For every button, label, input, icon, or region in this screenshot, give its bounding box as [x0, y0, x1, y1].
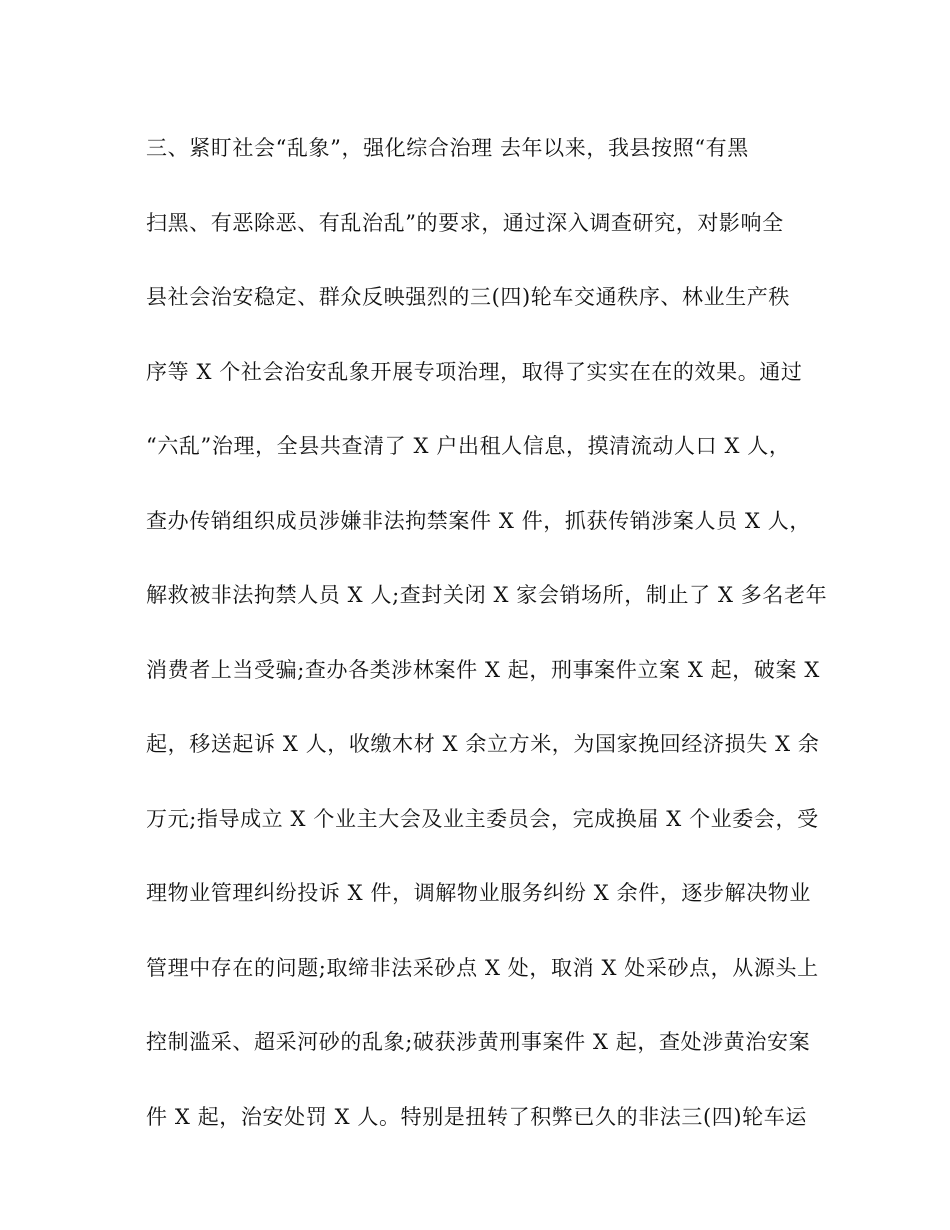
body-paragraph	[146, 123, 828, 1166]
text-line: 解救被非法拘禁人员 X 人;查封关闭 X 家会销场所，制止了 X 多名老年	[146, 583, 828, 607]
text-line: 理物业管理纠纷投诉 X 件，调解物业服务纠纷 X 余件，逐步解决物业	[146, 881, 811, 905]
text-line: 查办传销组织成员涉嫌非法拘禁案件 X 件，抓获传销涉案人员 X 人，	[146, 508, 811, 533]
text-line: 管理中存在的问题;取缔非法采砂点 X 处，取消 X 处采砂点，从源头上	[146, 955, 819, 980]
text-line: 件 X 起，治安处罚 X 人。特别是扭转了积弊已久的非法三(四)轮车运	[146, 1104, 807, 1129]
text-line: 消费者上当受骗;查办各类涉林案件 X 起，刑事案件立案 X 起，破案 X	[146, 657, 820, 682]
text-line: 三、紧盯社会“乱象”，强化综合治理 去年以来，我县按照“有黑	[146, 136, 749, 160]
text-line: “六乱”治理，全县共查清了 X 户出租人信息，摸清流动人口 X 人，	[146, 434, 791, 458]
text-line: 扫黑、有恶除恶、有乱治乱”的要求，通过深入调查研究，对影响全	[146, 210, 784, 235]
text-line: 万元;指导成立 X 个业主大会及业主委员会，完成换届 X 个业委会，受	[146, 806, 819, 831]
text-line: 起，移送起诉 X 人，收缴木材 X 余立方米，为国家挽回经济损失 X 余	[146, 732, 820, 756]
text-line: 县社会治安稳定、群众反映强烈的三(四)轮车交通秩序、林业生产秩	[146, 285, 790, 309]
text-line: 序等 X 个社会治安乱象开展专项治理，取得了实实在在的效果。通过	[146, 359, 803, 384]
text-line: 控制滥采、超采河砂的乱象;破获涉黄刑事案件 X 起，查处涉黄治安案	[146, 1030, 811, 1054]
